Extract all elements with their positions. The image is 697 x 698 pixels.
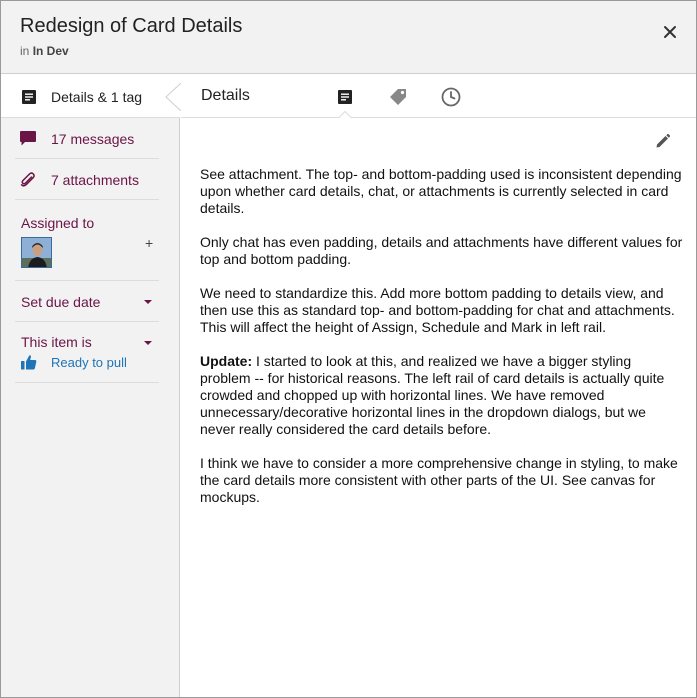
sidebar-item-details-label: Details & 1 tag <box>51 89 143 105</box>
location-prefix: in <box>20 44 30 58</box>
close-icon <box>661 23 679 41</box>
description-paragraph: Only chat has even padding, details and attachments have different values for top and bottom padding. <box>200 234 683 267</box>
details-tab-bar <box>181 74 696 118</box>
chat-bubble-icon <box>20 131 36 146</box>
thumbs-up-icon <box>21 354 37 370</box>
tag-icon <box>387 86 409 108</box>
tab-history[interactable] <box>440 86 462 108</box>
avatar[interactable] <box>21 237 52 268</box>
tab-tags[interactable] <box>387 86 409 108</box>
pencil-icon <box>655 133 671 149</box>
dialog-header <box>1 1 696 74</box>
left-rail <box>1 74 180 698</box>
description-paragraph: We need to standardize this. Add more bottom padding to details view, and then use this as standard top- and bottom-padding for chat and attachments. This will affect the height of Assign, Schedule and Mark in left rail. <box>200 285 675 335</box>
item-status-label: This item is <box>21 334 92 350</box>
description-update-paragraph <box>200 353 684 438</box>
assigned-section <box>15 201 159 281</box>
description-paragraph: See attachment. The top- and bottom-padding used is inconsistent depending upon whether card details, chat, or attachments is currently selected in card details. <box>200 166 682 216</box>
chevron-down-icon <box>144 300 152 304</box>
sidebar-item-messages-label: 17 messages <box>51 131 135 147</box>
paperclip-icon <box>20 172 36 188</box>
add-assignee-button[interactable]: + <box>145 235 154 251</box>
due-date-label: Set due date <box>21 294 101 310</box>
location-name[interactable]: In Dev <box>32 44 69 58</box>
chevron-down-icon[interactable] <box>144 341 152 345</box>
edit-button[interactable] <box>655 133 671 149</box>
avatar-photo <box>22 238 52 268</box>
sidebar-item-messages[interactable] <box>15 118 159 159</box>
active-tab-indicator <box>338 111 352 119</box>
description-paragraph: I think we have to consider a more comprehensive change in styling, to make the card details more consistent with other parts of the UI. See canvas for mockups. <box>200 455 678 505</box>
sidebar-item-attachments-label: 7 attachments <box>51 172 139 188</box>
card-location <box>20 44 69 58</box>
update-label: Update: <box>200 353 253 369</box>
assigned-label: Assigned to <box>21 215 95 231</box>
card-title: Redesign of Card Details <box>20 15 243 37</box>
item-status-section <box>15 322 159 383</box>
close-button[interactable] <box>661 23 679 41</box>
details-panel <box>181 74 696 698</box>
set-due-date-dropdown[interactable] <box>15 281 159 322</box>
card-description <box>200 166 684 523</box>
sidebar-item-attachments[interactable] <box>15 159 159 200</box>
panel-title: Details <box>201 87 250 104</box>
sidebar-item-details[interactable] <box>1 74 180 118</box>
update-text: I started to look at this, and realized we have a bigger styling problem -- for historical reasons. The left rail of card details is actually quite crowded and chopped up with horizontal lines. We have removed unnecessary/decorative horizontal lines in the dropdown dialogs, but we never really considered the card details before. <box>200 353 665 437</box>
document-icon <box>22 90 36 104</box>
clock-icon <box>440 86 462 108</box>
document-icon <box>334 86 356 108</box>
tab-details[interactable] <box>334 86 356 108</box>
status-value-link[interactable]: Ready to pull <box>51 355 127 370</box>
